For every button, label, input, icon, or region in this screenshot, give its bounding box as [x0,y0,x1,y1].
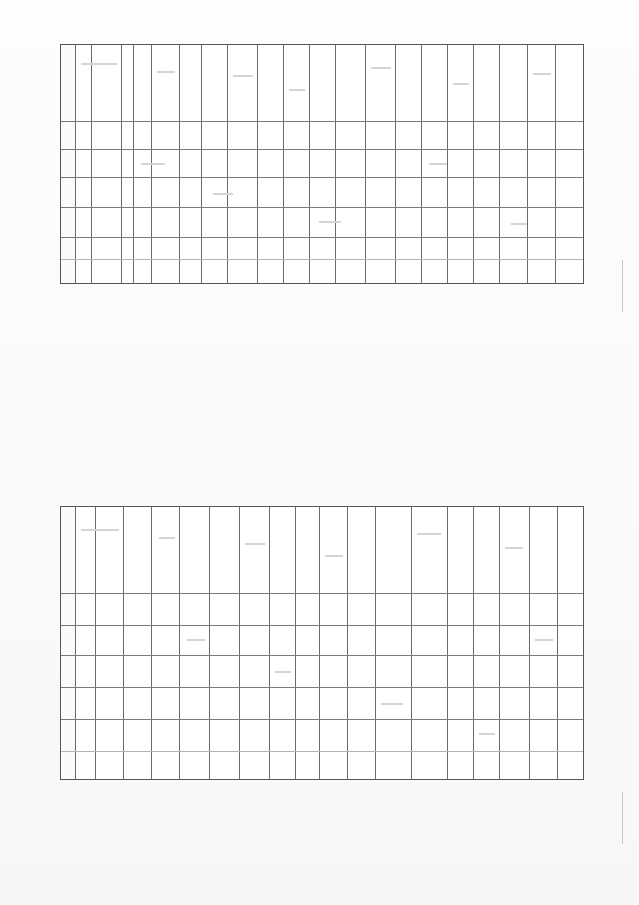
illegible-text-line [417,533,441,535]
column-divider [91,45,92,283]
illegible-text-line [511,223,527,225]
illegible-text-line [535,639,553,641]
footer-note-upper [622,260,637,312]
column-divider [179,507,180,779]
column-divider [95,507,96,779]
column-divider [527,45,528,283]
row-divider [61,655,583,656]
column-divider [227,45,228,283]
header-band [61,45,75,283]
row-divider [61,751,583,752]
row-divider [61,259,583,260]
illegible-text-line [141,163,165,165]
column-divider [309,45,310,283]
column-divider [209,507,210,779]
column-divider [201,45,202,283]
column-divider [319,507,320,779]
illegible-text-line [157,71,175,73]
row-divider [61,149,583,150]
row-divider [61,237,583,238]
column-divider [295,507,296,779]
column-divider [447,507,448,779]
column-divider [123,507,124,779]
illegible-text-line [81,529,119,531]
column-divider [529,507,530,779]
illegible-text-line [233,75,253,77]
column-divider [421,45,422,283]
column-divider [239,507,240,779]
illegible-text-line [505,547,523,549]
column-divider [335,45,336,283]
illegible-text-line [245,543,265,545]
column-divider [499,507,500,779]
illegible-text-line [319,221,341,223]
column-divider [269,507,270,779]
row-divider [61,593,583,594]
illegible-text-line [533,73,551,75]
illegible-text-line [275,671,291,673]
illegible-text-line [371,67,391,69]
row-divider [61,121,583,122]
column-divider [151,507,152,779]
illegible-text-line [213,193,233,195]
column-divider [133,45,134,283]
illegible-text-line [381,703,403,705]
column-divider [555,45,556,283]
header-divider [75,45,76,283]
column-divider [283,45,284,283]
illegible-text-line [81,63,117,65]
column-divider [365,45,366,283]
header-band [61,507,75,779]
column-divider [257,45,258,283]
illegible-text-line [325,555,343,557]
illegible-text-line [479,733,495,735]
illegible-text-line [159,537,175,539]
column-divider [375,507,376,779]
row-divider [61,207,583,208]
header-divider [75,507,76,779]
column-divider [347,507,348,779]
row-divider [61,687,583,688]
column-divider [411,507,412,779]
upper-document-table [60,44,584,284]
illegible-text-line [429,163,447,165]
lower-document-table [60,506,584,780]
column-divider [121,45,122,283]
illegible-text-line [453,83,469,85]
column-divider [179,45,180,283]
row-divider [61,719,583,720]
column-divider [395,45,396,283]
row-divider [61,625,583,626]
illegible-text-line [289,89,305,91]
row-divider [61,177,583,178]
column-divider [557,507,558,779]
column-divider [473,45,474,283]
column-divider [473,507,474,779]
illegible-text-line [187,639,205,641]
column-divider [499,45,500,283]
footer-note-lower [622,792,637,844]
column-divider [447,45,448,283]
